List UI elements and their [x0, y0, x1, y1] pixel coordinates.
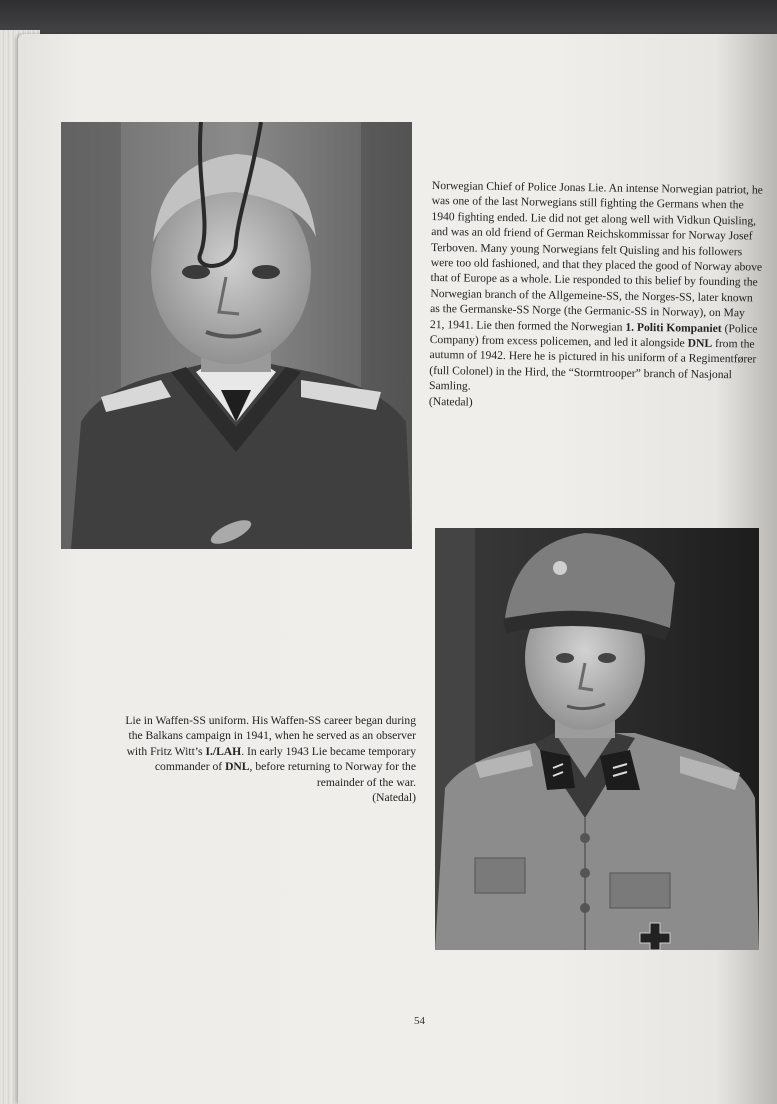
caption-top-bold-dnl: DNL: [687, 336, 713, 350]
caption-top-photo: [429, 178, 764, 414]
caption-bottom-credit: (Natedal): [372, 791, 416, 805]
caption-top-text-3: from the autumn of 1942. Here he is pictured in his uniform of a Regimentfører (full Colonel) in the Hird, the “Stormtrooper” branch of Nasjonal Samling.: [429, 336, 757, 393]
photo-jonas-lie-waffen-ss-uniform: [435, 528, 759, 950]
caption-top-bold-unit: 1. Politi Kompaniet: [625, 320, 722, 335]
caption-top-credit: (Natedal): [428, 394, 473, 409]
caption-bottom-text-2: . In early 1943 Lie became temporary commander of: [154, 744, 416, 774]
caption-bottom-text-1: Lie in Waffen-SS uniform. His Waffen-SS career began during the Balkans campaign in 1941, when he served as an observer with Fritz Witt’s: [125, 714, 416, 758]
caption-top-text-1: Norwegian Chief of Police Jonas Lie. An intense Norwegian patriot, he was one of the last Norwegians still fighting the Germans when the 1940 fighting ended. Lie did not get along well with Vidkun Quisling, and was an old friend of German Reichskommissar for Norway Josef Terboven. Many young Norwegians felt Quisling and his followers were too old fashioned, and that they placed the good of Norway above that of Europe as a whole. Lie responded to this belief by founding the Norwegian branch of the Allgemeine-SS, the Norges-SS, later known as the Germanske-SS Norge (the Germanic-SS in Norway), on May 21, 1941. Lie then formed the Norwegian: [429, 178, 763, 334]
caption-bottom-photo: [110, 713, 416, 805]
caption-top-text-2: (Police Company) from excess policemen, and led it alongside: [429, 321, 758, 350]
caption-bottom-bold-dnl: DNL: [225, 760, 250, 774]
caption-bottom-body: [110, 713, 416, 790]
photo-jonas-lie-hird-uniform: [61, 122, 412, 549]
page-number: 54: [414, 1015, 425, 1027]
caption-top-body: [429, 178, 764, 398]
caption-bottom-bold-unit: I./LAH: [205, 744, 242, 758]
caption-bottom-text-3: , before returning to Norway for the remainder of the war.: [249, 760, 416, 789]
